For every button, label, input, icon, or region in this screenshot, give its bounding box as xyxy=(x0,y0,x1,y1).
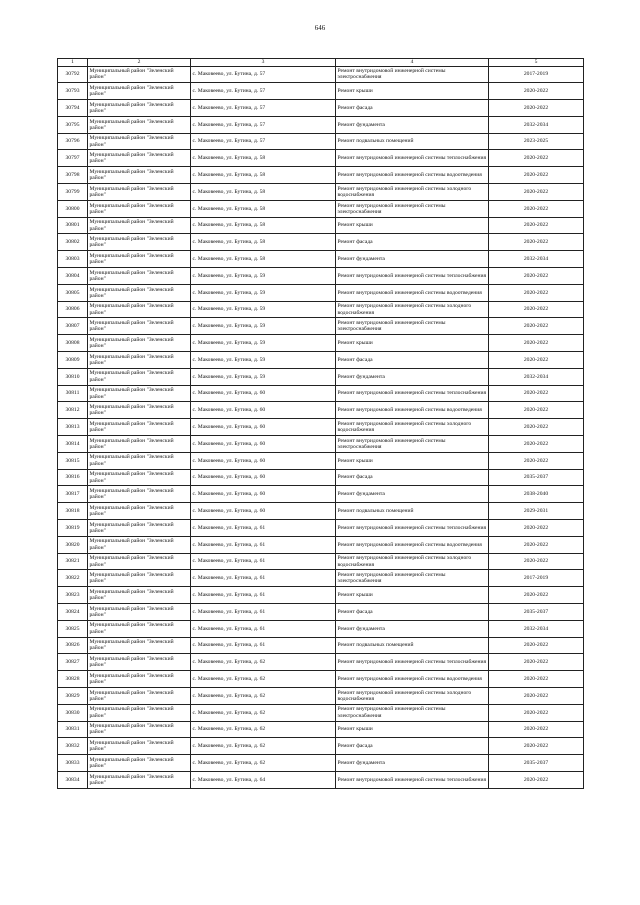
table-row xyxy=(58,687,584,704)
work-type-cell: Ремонт внутридомовой инженерной системы теплоснабжения xyxy=(336,150,489,167)
district-cell: Муниципальный район "Зеленский район" xyxy=(88,520,191,537)
period-cell: 2020-2022 xyxy=(489,771,584,788)
address-cell: с. Маковеево, ул. Бутина, д. 59 xyxy=(191,335,336,352)
period-cell: 2020-2022 xyxy=(489,402,584,419)
work-type-cell: Ремонт внутридомовой инженерной системы теплоснабжения xyxy=(336,520,489,537)
column-header: 5 xyxy=(489,59,584,67)
work-type-cell: Ремонт крыши xyxy=(336,217,489,234)
district-cell: Муниципальный район "Зеленский район" xyxy=(88,200,191,217)
row-number-cell: 30814 xyxy=(58,436,88,453)
work-type-cell: Ремонт внутридомовой инженерной системы электроснабжения xyxy=(336,570,489,587)
work-type-cell: Ремонт внутридомовой инженерной системы теплоснабжения xyxy=(336,268,489,285)
address-cell: с. Маковеево, ул. Бутина, д. 61 xyxy=(191,604,336,621)
table-row xyxy=(58,385,584,402)
period-cell: 2020-2022 xyxy=(489,301,584,318)
table-row xyxy=(58,251,584,268)
work-type-cell: Ремонт фундамента xyxy=(336,755,489,772)
table-row xyxy=(58,167,584,184)
table-row xyxy=(58,553,584,570)
work-type-cell: Ремонт внутридомовой инженерной системы водоотведения xyxy=(336,167,489,184)
address-cell: с. Маковеево, ул. Бутина, д. 62 xyxy=(191,755,336,772)
address-cell: с. Маковеево, ул. Бутина, д. 59 xyxy=(191,368,336,385)
district-cell: Муниципальный район "Зеленский район" xyxy=(88,268,191,285)
table-row xyxy=(58,721,584,738)
period-cell: 2020-2022 xyxy=(489,184,584,201)
work-type-cell: Ремонт внутридомовой инженерной системы электроснабжения xyxy=(336,66,489,83)
table-row xyxy=(58,184,584,201)
table-row xyxy=(58,335,584,352)
district-cell: Муниципальный район "Зеленский район" xyxy=(88,687,191,704)
row-number-cell: 30826 xyxy=(58,637,88,654)
table-row xyxy=(58,671,584,688)
work-type-cell: Ремонт внутридомовой инженерной системы теплоснабжения xyxy=(336,654,489,671)
work-type-cell: Ремонт внутридомовой инженерной системы теплоснабжения xyxy=(336,385,489,402)
table-row xyxy=(58,402,584,419)
district-cell: Муниципальный район "Зеленский район" xyxy=(88,133,191,150)
table-row xyxy=(58,486,584,503)
row-number-cell: 30823 xyxy=(58,587,88,604)
row-number-cell: 30813 xyxy=(58,419,88,436)
address-cell: с. Маковеево, ул. Бутина, д. 60 xyxy=(191,436,336,453)
table-header xyxy=(58,59,584,67)
row-number-cell: 30821 xyxy=(58,553,88,570)
row-number-cell: 30832 xyxy=(58,738,88,755)
district-cell: Муниципальный район "Зеленский район" xyxy=(88,553,191,570)
period-cell: 2020-2022 xyxy=(489,352,584,369)
address-cell: с. Маковеево, ул. Бутина, д. 60 xyxy=(191,469,336,486)
row-number-cell: 30815 xyxy=(58,452,88,469)
period-cell: 2020-2022 xyxy=(489,100,584,117)
address-cell: с. Маковеево, ул. Бутина, д. 58 xyxy=(191,234,336,251)
address-cell: с. Маковеево, ул. Бутина, д. 60 xyxy=(191,419,336,436)
work-type-cell: Ремонт крыши xyxy=(336,587,489,604)
work-type-cell: Ремонт внутридомовой инженерной системы холодного водоснабжения xyxy=(336,184,489,201)
work-type-cell: Ремонт крыши xyxy=(336,335,489,352)
period-cell: 2020-2022 xyxy=(489,587,584,604)
period-cell: 2029-2031 xyxy=(489,503,584,520)
table-row xyxy=(58,738,584,755)
district-cell: Муниципальный район "Зеленский район" xyxy=(88,150,191,167)
header-row xyxy=(58,59,584,67)
district-cell: Муниципальный район "Зеленский район" xyxy=(88,284,191,301)
row-number-cell: 30793 xyxy=(58,83,88,100)
district-cell: Муниципальный район "Зеленский район" xyxy=(88,755,191,772)
table-row xyxy=(58,217,584,234)
row-number-cell: 30802 xyxy=(58,234,88,251)
row-number-cell: 30828 xyxy=(58,671,88,688)
row-number-cell: 30812 xyxy=(58,402,88,419)
period-cell: 2020-2022 xyxy=(489,83,584,100)
work-type-cell: Ремонт фасада xyxy=(336,234,489,251)
address-cell: с. Маковеево, ул. Бутина, д. 57 xyxy=(191,133,336,150)
period-cell: 2020-2022 xyxy=(489,167,584,184)
table-row xyxy=(58,704,584,721)
table-row xyxy=(58,620,584,637)
address-cell: с. Маковеево, ул. Бутина, д. 58 xyxy=(191,184,336,201)
address-cell: с. Маковеево, ул. Бутина, д. 57 xyxy=(191,100,336,117)
row-number-cell: 30822 xyxy=(58,570,88,587)
address-cell: с. Маковеево, ул. Бутина, д. 58 xyxy=(191,217,336,234)
column-header: 3 xyxy=(191,59,336,67)
address-cell: с. Маковеево, ул. Бутина, д. 62 xyxy=(191,721,336,738)
period-cell: 2020-2022 xyxy=(489,419,584,436)
table-row xyxy=(58,536,584,553)
district-cell: Муниципальный район "Зеленский район" xyxy=(88,318,191,335)
period-cell: 2020-2022 xyxy=(489,520,584,537)
table-row xyxy=(58,284,584,301)
table-row xyxy=(58,301,584,318)
period-cell: 2020-2022 xyxy=(489,268,584,285)
work-type-cell: Ремонт подвальных помещений xyxy=(336,133,489,150)
row-number-cell: 30805 xyxy=(58,284,88,301)
row-number-cell: 30801 xyxy=(58,217,88,234)
address-cell: с. Маковеево, ул. Бутина, д. 58 xyxy=(191,200,336,217)
district-cell: Муниципальный район "Зеленский район" xyxy=(88,469,191,486)
work-type-cell: Ремонт внутридомовой инженерной системы водоотведения xyxy=(336,536,489,553)
period-cell: 2017-2019 xyxy=(489,570,584,587)
address-cell: с. Маковеево, ул. Бутина, д. 57 xyxy=(191,66,336,83)
column-header: 4 xyxy=(336,59,489,67)
work-type-cell: Ремонт фундамента xyxy=(336,620,489,637)
period-cell: 2020-2022 xyxy=(489,234,584,251)
address-cell: с. Маковеево, ул. Бутина, д. 61 xyxy=(191,570,336,587)
address-cell: с. Маковеево, ул. Бутина, д. 61 xyxy=(191,620,336,637)
table-row xyxy=(58,436,584,453)
district-cell: Муниципальный район "Зеленский район" xyxy=(88,436,191,453)
row-number-cell: 30830 xyxy=(58,704,88,721)
work-type-cell: Ремонт крыши xyxy=(336,83,489,100)
period-cell: 2020-2022 xyxy=(489,738,584,755)
district-cell: Муниципальный район "Зеленский район" xyxy=(88,654,191,671)
address-cell: с. Маковеево, ул. Бутина, д. 57 xyxy=(191,83,336,100)
address-cell: с. Маковеево, ул. Бутина, д. 57 xyxy=(191,116,336,133)
work-type-cell: Ремонт внутридомовой инженерной системы электроснабжения xyxy=(336,318,489,335)
row-number-cell: 30794 xyxy=(58,100,88,117)
district-cell: Муниципальный район "Зеленский район" xyxy=(88,570,191,587)
work-type-cell: Ремонт фасада xyxy=(336,738,489,755)
table-row xyxy=(58,133,584,150)
address-cell: с. Маковеево, ул. Бутина, д. 62 xyxy=(191,654,336,671)
district-cell: Муниципальный район "Зеленский район" xyxy=(88,335,191,352)
row-number-cell: 30804 xyxy=(58,268,88,285)
period-cell: 2032-2034 xyxy=(489,251,584,268)
period-cell: 2020-2022 xyxy=(489,318,584,335)
district-cell: Муниципальный район "Зеленский район" xyxy=(88,66,191,83)
work-type-cell: Ремонт внутридомовой инженерной системы электроснабжения xyxy=(336,704,489,721)
row-number-cell: 30829 xyxy=(58,687,88,704)
work-type-cell: Ремонт фундамента xyxy=(336,251,489,268)
period-cell: 2020-2022 xyxy=(489,671,584,688)
work-type-cell: Ремонт внутридомовой инженерной системы водоотведения xyxy=(336,284,489,301)
row-number-cell: 30818 xyxy=(58,503,88,520)
row-number-cell: 30820 xyxy=(58,536,88,553)
work-type-cell: Ремонт фасада xyxy=(336,604,489,621)
address-cell: с. Маковеево, ул. Бутина, д. 61 xyxy=(191,520,336,537)
district-cell: Муниципальный район "Зеленский район" xyxy=(88,167,191,184)
address-cell: с. Маковеево, ул. Бутина, д. 60 xyxy=(191,486,336,503)
row-number-cell: 30808 xyxy=(58,335,88,352)
work-type-cell: Ремонт фундамента xyxy=(336,368,489,385)
period-cell: 2020-2022 xyxy=(489,217,584,234)
row-number-cell: 30811 xyxy=(58,385,88,402)
work-type-cell: Ремонт внутридомовой инженерной системы холодного водоснабжения xyxy=(336,301,489,318)
table-row xyxy=(58,755,584,772)
work-type-cell: Ремонт фундамента xyxy=(336,116,489,133)
district-cell: Муниципальный район "Зеленский район" xyxy=(88,503,191,520)
row-number-cell: 30816 xyxy=(58,469,88,486)
district-cell: Муниципальный район "Зеленский район" xyxy=(88,100,191,117)
row-number-cell: 30825 xyxy=(58,620,88,637)
row-number-cell: 30833 xyxy=(58,755,88,772)
work-type-cell: Ремонт внутридомовой инженерной системы водоотведения xyxy=(336,671,489,688)
row-number-cell: 30831 xyxy=(58,721,88,738)
table-row xyxy=(58,66,584,83)
period-cell: 2032-2034 xyxy=(489,116,584,133)
work-type-cell: Ремонт подвальных помещений xyxy=(336,637,489,654)
period-cell: 2020-2022 xyxy=(489,452,584,469)
period-cell: 2020-2022 xyxy=(489,150,584,167)
address-cell: с. Маковеево, ул. Бутина, д. 62 xyxy=(191,738,336,755)
row-number-cell: 30817 xyxy=(58,486,88,503)
period-cell: 2035-2037 xyxy=(489,469,584,486)
table-row xyxy=(58,150,584,167)
row-number-cell: 30803 xyxy=(58,251,88,268)
district-cell: Муниципальный район "Зеленский район" xyxy=(88,234,191,251)
district-cell: Муниципальный район "Зеленский район" xyxy=(88,385,191,402)
address-cell: с. Маковеево, ул. Бутина, д. 59 xyxy=(191,352,336,369)
work-type-cell: Ремонт фасада xyxy=(336,469,489,486)
period-cell: 2032-2034 xyxy=(489,368,584,385)
address-cell: с. Маковеево, ул. Бутина, д. 59 xyxy=(191,301,336,318)
district-cell: Муниципальный район "Зеленский район" xyxy=(88,301,191,318)
row-number-cell: 30810 xyxy=(58,368,88,385)
address-cell: с. Маковеево, ул. Бутина, д. 60 xyxy=(191,452,336,469)
period-cell: 2020-2022 xyxy=(489,721,584,738)
period-cell: 2020-2022 xyxy=(489,385,584,402)
district-cell: Муниципальный район "Зеленский район" xyxy=(88,637,191,654)
row-number-cell: 30819 xyxy=(58,520,88,537)
district-cell: Муниципальный район "Зеленский район" xyxy=(88,83,191,100)
work-type-cell: Ремонт фасада xyxy=(336,100,489,117)
period-cell: 2038-2040 xyxy=(489,486,584,503)
address-cell: с. Маковеево, ул. Бутина, д. 60 xyxy=(191,385,336,402)
table-row xyxy=(58,368,584,385)
table-row xyxy=(58,234,584,251)
period-cell: 2020-2022 xyxy=(489,436,584,453)
row-number-cell: 30796 xyxy=(58,133,88,150)
period-cell: 2032-2034 xyxy=(489,620,584,637)
district-cell: Муниципальный район "Зеленский район" xyxy=(88,604,191,621)
work-type-cell: Ремонт крыши xyxy=(336,721,489,738)
district-cell: Муниципальный район "Зеленский район" xyxy=(88,402,191,419)
table-row xyxy=(58,654,584,671)
table-row xyxy=(58,503,584,520)
address-cell: с. Маковеево, ул. Бутина, д. 58 xyxy=(191,167,336,184)
address-cell: с. Маковеево, ул. Бутина, д. 61 xyxy=(191,587,336,604)
address-cell: с. Маковеево, ул. Бутина, д. 62 xyxy=(191,704,336,721)
row-number-cell: 30799 xyxy=(58,184,88,201)
column-header: 1 xyxy=(58,59,88,67)
table-body xyxy=(58,66,584,788)
row-number-cell: 30807 xyxy=(58,318,88,335)
period-cell: 2017-2019 xyxy=(489,66,584,83)
period-cell: 2020-2022 xyxy=(489,704,584,721)
table-row xyxy=(58,604,584,621)
district-cell: Муниципальный район "Зеленский район" xyxy=(88,352,191,369)
address-cell: с. Маковеево, ул. Бутина, д. 58 xyxy=(191,150,336,167)
period-cell: 2020-2022 xyxy=(489,687,584,704)
address-cell: с. Маковеево, ул. Бутина, д. 61 xyxy=(191,553,336,570)
district-cell: Муниципальный район "Зеленский район" xyxy=(88,721,191,738)
work-type-cell: Ремонт внутридомовой инженерной системы электроснабжения xyxy=(336,436,489,453)
row-number-cell: 30798 xyxy=(58,167,88,184)
period-cell: 2020-2022 xyxy=(489,536,584,553)
district-cell: Муниципальный район "Зеленский район" xyxy=(88,704,191,721)
period-cell: 2023-2025 xyxy=(489,133,584,150)
period-cell: 2020-2022 xyxy=(489,637,584,654)
period-cell: 2035-2037 xyxy=(489,755,584,772)
district-cell: Муниципальный район "Зеленский район" xyxy=(88,620,191,637)
district-cell: Муниципальный район "Зеленский район" xyxy=(88,738,191,755)
row-number-cell: 30806 xyxy=(58,301,88,318)
table-row xyxy=(58,771,584,788)
row-number-cell: 30809 xyxy=(58,352,88,369)
district-cell: Муниципальный район "Зеленский район" xyxy=(88,587,191,604)
table-row xyxy=(58,469,584,486)
work-type-cell: Ремонт внутридомовой инженерной системы холодного водоснабжения xyxy=(336,553,489,570)
period-cell: 2020-2022 xyxy=(489,335,584,352)
table-row xyxy=(58,268,584,285)
district-cell: Муниципальный район "Зеленский район" xyxy=(88,184,191,201)
row-number-cell: 30800 xyxy=(58,200,88,217)
address-cell: с. Маковеево, ул. Бутина, д. 60 xyxy=(191,503,336,520)
work-type-cell: Ремонт внутридомовой инженерной системы холодного водоснабжения xyxy=(336,419,489,436)
work-type-cell: Ремонт внутридомовой инженерной системы холодного водоснабжения xyxy=(336,687,489,704)
work-type-cell: Ремонт фасада xyxy=(336,352,489,369)
address-cell: с. Маковеево, ул. Бутина, д. 59 xyxy=(191,284,336,301)
address-cell: с. Маковеево, ул. Бутина, д. 59 xyxy=(191,268,336,285)
table-row xyxy=(58,116,584,133)
row-number-cell: 30834 xyxy=(58,771,88,788)
table-row xyxy=(58,352,584,369)
row-number-cell: 30827 xyxy=(58,654,88,671)
period-cell: 2020-2022 xyxy=(489,654,584,671)
table-row xyxy=(58,452,584,469)
work-type-cell: Ремонт внутридомовой инженерной системы водоотведения xyxy=(336,402,489,419)
address-cell: с. Маковеево, ул. Бутина, д. 59 xyxy=(191,318,336,335)
address-cell: с. Маковеево, ул. Бутина, д. 58 xyxy=(191,251,336,268)
district-cell: Муниципальный район "Зеленский район" xyxy=(88,368,191,385)
row-number-cell: 30795 xyxy=(58,116,88,133)
column-header: 2 xyxy=(88,59,191,67)
district-cell: Муниципальный район "Зеленский район" xyxy=(88,116,191,133)
table-row xyxy=(58,637,584,654)
district-cell: Муниципальный район "Зеленский район" xyxy=(88,486,191,503)
period-cell: 2020-2022 xyxy=(489,553,584,570)
page-number: 646 xyxy=(314,24,326,32)
work-type-cell: Ремонт подвальных помещений xyxy=(336,503,489,520)
period-cell: 2020-2022 xyxy=(489,284,584,301)
address-cell: с. Маковеево, ул. Бутина, д. 62 xyxy=(191,671,336,688)
address-cell: с. Маковеево, ул. Бутина, д. 60 xyxy=(191,402,336,419)
district-cell: Муниципальный район "Зеленский район" xyxy=(88,251,191,268)
work-type-cell: Ремонт крыши xyxy=(336,452,489,469)
row-number-cell: 30797 xyxy=(58,150,88,167)
district-cell: Муниципальный район "Зеленский район" xyxy=(88,536,191,553)
address-cell: с. Маковеево, ул. Бутина, д. 64 xyxy=(191,771,336,788)
table-row xyxy=(58,100,584,117)
work-type-cell: Ремонт фундамента xyxy=(336,486,489,503)
period-cell: 2020-2022 xyxy=(489,200,584,217)
address-cell: с. Маковеево, ул. Бутина, д. 61 xyxy=(191,536,336,553)
repair-schedule-table xyxy=(57,58,584,789)
address-cell: с. Маковеево, ул. Бутина, д. 61 xyxy=(191,637,336,654)
district-cell: Муниципальный район "Зеленский район" xyxy=(88,419,191,436)
district-cell: Муниципальный район "Зеленский район" xyxy=(88,771,191,788)
work-type-cell: Ремонт внутридомовой инженерной системы электроснабжения xyxy=(336,200,489,217)
table-row xyxy=(58,200,584,217)
row-number-cell: 30824 xyxy=(58,604,88,621)
table-row xyxy=(58,570,584,587)
table-row xyxy=(58,587,584,604)
district-cell: Муниципальный район "Зеленский район" xyxy=(88,452,191,469)
row-number-cell: 30792 xyxy=(58,66,88,83)
district-cell: Муниципальный район "Зеленский район" xyxy=(88,217,191,234)
table-row xyxy=(58,83,584,100)
work-type-cell: Ремонт внутридомовой инженерной системы теплоснабжения xyxy=(336,771,489,788)
address-cell: с. Маковеево, ул. Бутина, д. 62 xyxy=(191,687,336,704)
district-cell: Муниципальный район "Зеленский район" xyxy=(88,671,191,688)
table-row xyxy=(58,419,584,436)
period-cell: 2035-2037 xyxy=(489,604,584,621)
table-row xyxy=(58,318,584,335)
table-row xyxy=(58,520,584,537)
